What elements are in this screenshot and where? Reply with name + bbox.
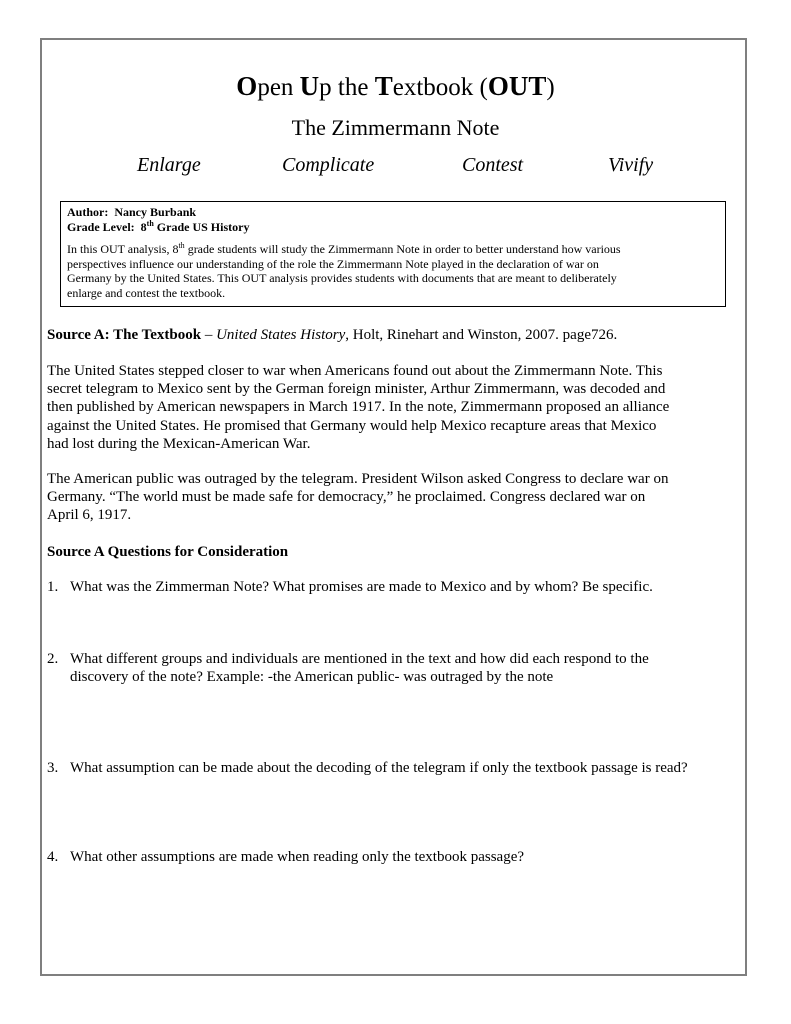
- verb-complicate: Complicate: [282, 154, 375, 176]
- page-title: [0, 71, 791, 103]
- title-cap-t: T: [374, 71, 393, 101]
- question-4-text: What other assumptions are made when reading only the textbook passage?: [70, 849, 525, 865]
- verb-enlarge: Enlarge: [137, 154, 201, 176]
- title-text-3: extbook (: [392, 74, 488, 101]
- source-paragraph-1: [47, 362, 747, 453]
- description-sup: th: [178, 241, 185, 250]
- info-box: [60, 201, 726, 307]
- description-line-1: [67, 242, 719, 257]
- title-cap-u: U: [299, 71, 320, 101]
- description-line-4: enlarge and contest the textbook.: [67, 285, 226, 300]
- para1-line-3: then published by American newspapers in March 1917. In the note, Zimmermann proposed an alliance: [47, 399, 670, 416]
- title-text-2: p the: [319, 74, 375, 101]
- question-4: [47, 848, 747, 866]
- grade-label: Grade Level:: [67, 219, 135, 234]
- author-label: Author:: [67, 205, 109, 219]
- description-rest: grade students will study the Zimmermann Note in order to better understand how various: [184, 242, 621, 256]
- source-citation: , Holt, Rinehart and Winston, 2007. page726.: [345, 327, 618, 343]
- question-2-text-line-2: discovery of the note? Example: -the American public- was outraged by the note: [70, 669, 554, 686]
- source-dash: –: [201, 327, 217, 343]
- title-text-1: pen: [257, 74, 300, 101]
- source-paragraph-2: [47, 470, 747, 525]
- title-close: ): [546, 74, 555, 101]
- source-book: United States History: [216, 327, 346, 343]
- description-line-2: perspectives influence our understanding of the role the Zimmermann Note played in the declaration of war on: [67, 256, 599, 271]
- author-name: Nancy Burbank: [114, 205, 197, 219]
- para2-line-2: Germany. “The world must be made safe for democracy,” he proclaimed. Congress declared war on: [47, 489, 646, 506]
- para2-line-1: The American public was outraged by the telegram. President Wilson asked Congress to declare war on: [47, 471, 669, 487]
- source-title: Source A: The Textbook: [47, 327, 202, 343]
- description-line-3: Germany by the United States. This OUT analysis provides students with documents that are meant to deliberately: [67, 271, 617, 285]
- question-3-text: What assumption can be made about the decoding of the telegram if only the textbook passage is read?: [70, 760, 688, 776]
- verb-contest: Contest: [462, 154, 524, 176]
- para1-line-5: had lost during the Mexican-American War.: [47, 435, 311, 452]
- author-line: [67, 205, 719, 220]
- grade-num: 8: [140, 219, 147, 234]
- page-subtitle: The Zimmermann Note: [291, 115, 500, 140]
- para1-line-1: The United States stepped closer to war when Americans found out about the Zimmermann Note. This: [47, 363, 663, 379]
- grade-sup: th: [146, 218, 154, 228]
- question-2: [47, 650, 747, 686]
- question-2-number: 2.: [47, 651, 59, 667]
- grade-line: [67, 220, 719, 235]
- para1-line-4: against the United States. He promised that Germany would help Mexico recapture areas that Mexico: [47, 417, 657, 434]
- question-1: [47, 578, 747, 596]
- grade-rest: Grade US History: [156, 219, 250, 234]
- question-2-text-line-1: What different groups and individuals are mentioned in the text and how did each respond to the: [70, 651, 649, 667]
- title-cap-o: O: [236, 71, 258, 101]
- question-1-number: 1.: [47, 579, 59, 595]
- source-heading: [47, 326, 747, 344]
- verb-vivify: Vivify: [608, 154, 654, 176]
- question-4-number: 4.: [47, 849, 59, 865]
- description-pre: In this OUT analysis, 8: [67, 242, 179, 256]
- questions-heading: Source A Questions for Consideration: [47, 544, 289, 560]
- para2-line-3: April 6, 1917.: [47, 507, 132, 524]
- question-1-text: What was the Zimmerman Note? What promises are made to Mexico and by whom? Be specific.: [70, 579, 653, 595]
- title-acronym: OUT: [487, 71, 547, 101]
- question-3: [47, 759, 747, 777]
- question-3-number: 3.: [47, 760, 59, 776]
- para1-line-2: secret telegram to Mexico sent by the German foreign minister, Arthur Zimmermann, was decoded and: [47, 381, 666, 398]
